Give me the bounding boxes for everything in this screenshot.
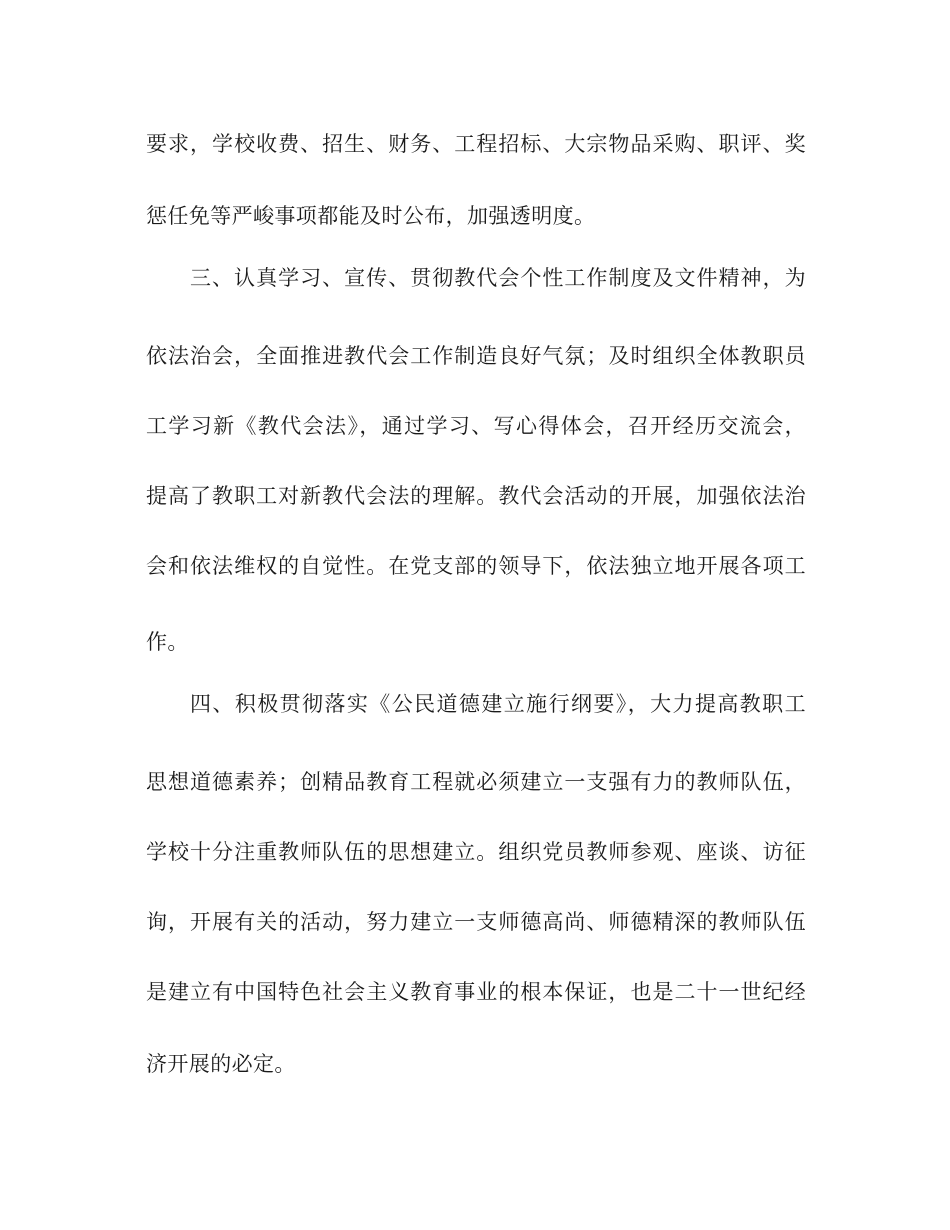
text-line: 惩任免等严峻事项都能及时公布，加强透明度。: [146, 204, 596, 228]
text-line: 依法治会，全面推进教代会工作制造良好气氛；及时组织全体教职员: [146, 344, 806, 368]
text-line: 思想道德素养；创精品教育工程就必须建立一支强有力的教师队伍，: [146, 770, 806, 794]
text-line: 是建立有中国特色社会主义教育事业的根本保证，也是二十一世纪经: [146, 980, 806, 1004]
paragraph-start-line: 四、积极贯彻落实《公民道德建立施行纲要》，大力提高教职工: [190, 692, 806, 716]
text-line: 要求，学校收费、招生、财务、工程招标、大宗物品采购、职评、奖: [146, 132, 806, 156]
text-line: 作。: [146, 630, 189, 654]
text-line: 工学习新《教代会法》，通过学习、写心得体会，召开经历交流会，: [146, 414, 806, 438]
text-line: 会和依法维权的自觉性。在党支部的领导下，依法独立地开展各项工: [146, 554, 806, 578]
paragraph-start-line: 三、认真学习、宣传、贯彻教代会个性工作制度及文件精神，为: [190, 266, 806, 290]
text-line: 学校十分注重教师队伍的思想建立。组织党员教师参观、座谈、访征: [146, 840, 806, 864]
text-line: 济开展的必定。: [146, 1052, 296, 1076]
text-line: 提高了教职工对新教代会法的理解。教代会活动的开展，加强依法治: [146, 484, 806, 508]
text-line: 询，开展有关的活动，努力建立一支师德高尚、师德精深的教师队伍: [146, 910, 806, 934]
